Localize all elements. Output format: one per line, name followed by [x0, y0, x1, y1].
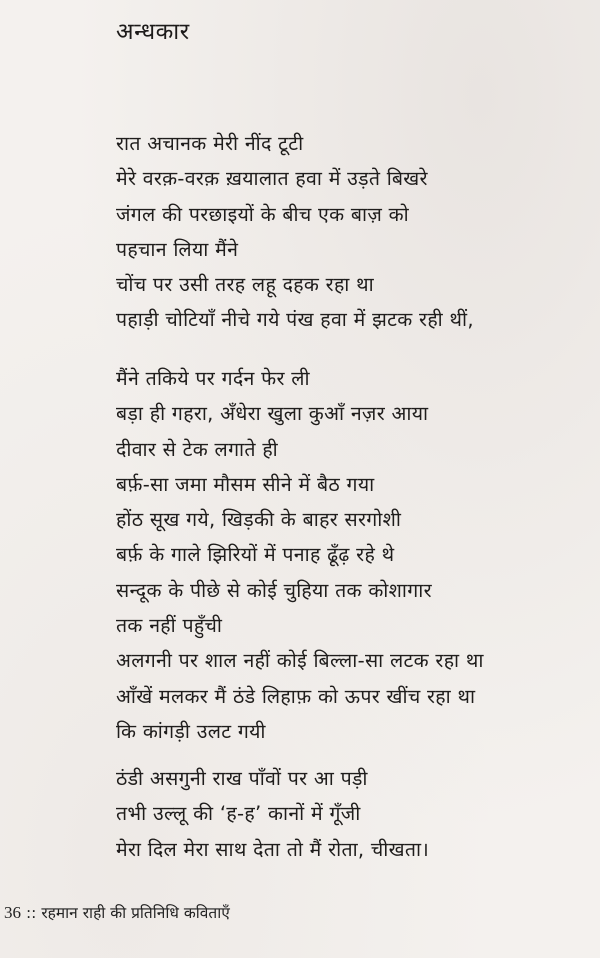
- poem-line: आँखें मलकर मैं ठंडे लिहाफ़ को ऊपर खींच रहा था: [116, 684, 476, 708]
- poem-line: पहचान लिया मैंने: [116, 237, 239, 261]
- poem-line: पहाड़ी चोटियाँ नीचे गये पंख हवा में झटक रही थीं,: [116, 308, 474, 332]
- poem-line: ठंडी असगुनी राख पाँवों पर आ पड़ी: [116, 767, 368, 790]
- book-title: रहमान राही की प्रतिनिधि कविताएँ: [41, 904, 230, 922]
- poem-line: बर्फ़-सा जमा मौसम सीने में बैठ गया: [116, 472, 375, 496]
- poem-line: मैंने तकिये पर गर्दन फेर ली: [116, 367, 310, 390]
- page-footer: [4, 901, 230, 923]
- poem-line: जंगल की परछाइयों के बीच एक बाज़ को: [116, 202, 409, 226]
- poem-line: अलगनी पर शाल नहीं कोई बिल्ला-सा लटक रहा था: [116, 649, 484, 673]
- footer-separator: ::: [25, 904, 37, 922]
- poem-line: होंठ सूख गये, खिड़की के बाहर सरगोशी: [116, 508, 402, 532]
- stanza-3: [116, 761, 429, 867]
- poem-line: सन्दूक के पीछे से कोई चुहिया तक कोशागार: [116, 578, 432, 602]
- poem-line: तभी उल्लू की ‘ह-ह’ कानों में गूँजी: [116, 802, 361, 826]
- poem-line: मेरे वरक़-वरक़ ख़यालात हवा में उड़ते बिखरे: [116, 167, 428, 191]
- poem-title: अन्धकार: [116, 19, 190, 45]
- poem-line: बड़ा ही गहरा, अँधेरा खुला कुआँ नज़र आया: [116, 402, 429, 426]
- poem-line: बर्फ़ के गाले झिरियों में पनाह ढूँढ़ रहे थे: [116, 543, 395, 567]
- poem-line: कि कांगड़ी उलट गयी: [116, 719, 266, 743]
- poem-line: तक नहीं पहुँची: [116, 614, 223, 638]
- stanza-2: [116, 361, 484, 749]
- poem-line: चोंच पर उसी तरह लहू दहक रहा था: [116, 273, 374, 297]
- poem-line: मेरा दिल मेरा साथ देता तो मैं रोता, चीखता।: [116, 837, 430, 861]
- poem-line: दीवार से टेक लगाते ही: [116, 437, 279, 461]
- stanza-1: [116, 126, 474, 338]
- page-number: 36: [4, 903, 21, 922]
- poem-line: रात अचानक मेरी नींद टूटी: [116, 132, 304, 155]
